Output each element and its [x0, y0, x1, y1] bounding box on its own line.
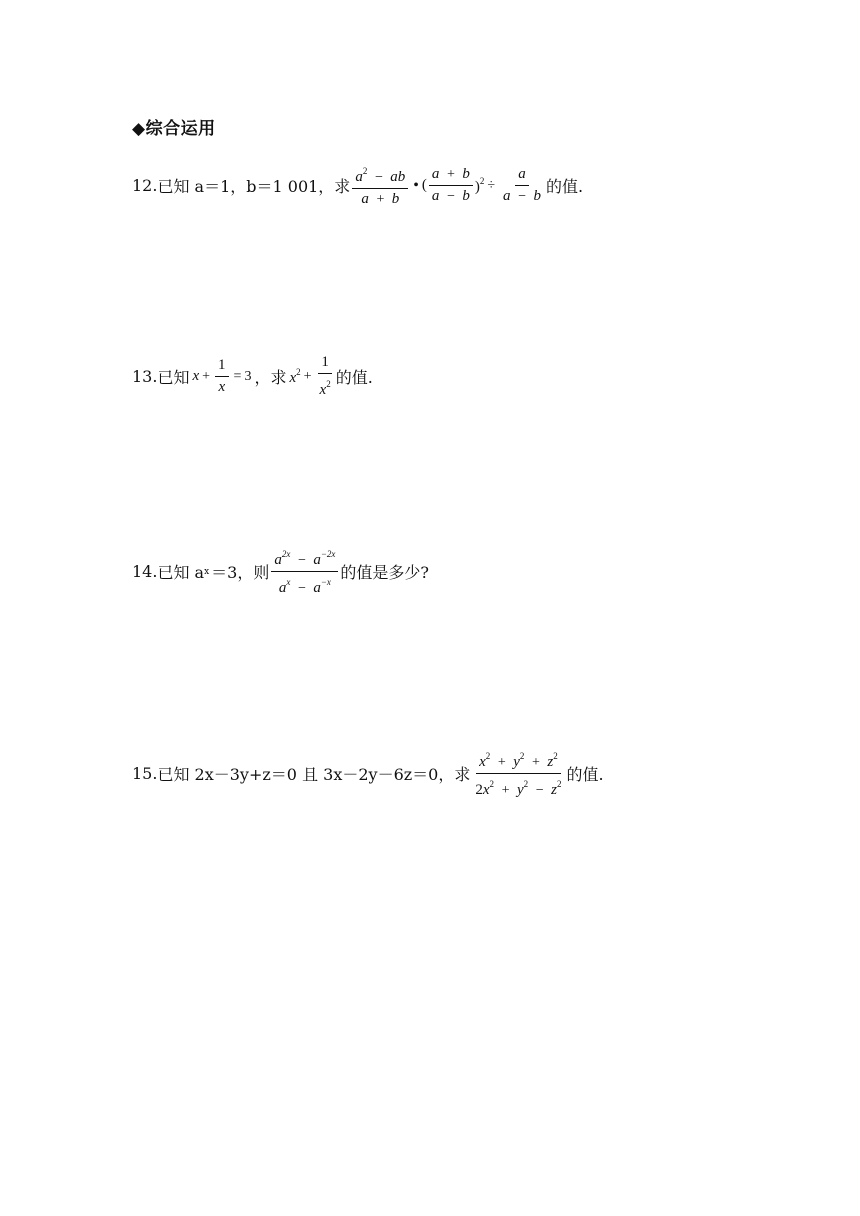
- fraction: $\frac{1}{x}$: [215, 357, 229, 396]
- problem-text: ＝3，则: [211, 563, 270, 582]
- problem-suffix: 的值.: [566, 765, 604, 784]
- problem-suffix: 的值是多少?: [340, 563, 429, 582]
- problem-text: 已知 a＝1，b＝1 001，求: [157, 177, 351, 196]
- problem-number: 12.: [132, 176, 158, 195]
- problem-text: 已知: [157, 368, 190, 387]
- fraction: $\frac{a^{2x} - a^{-2x}}{a^x - a^{-x}}$: [271, 546, 338, 597]
- problem-13: 13. 已知 x + $\frac{1}{x}$ = 3 ，求 $x^2$ + $\frac{1}{x^2}$ 的值.: [132, 354, 373, 398]
- problem-text: 已知 2x－3y+z＝0 且 3x－2y－6z＝0，求: [157, 765, 471, 784]
- fraction: $\frac{a}{a - b}$: [503, 166, 541, 204]
- problem-number: 14.: [132, 562, 158, 581]
- problem-text: ，求: [254, 368, 287, 387]
- problem-number: 13.: [132, 367, 158, 386]
- problem-text: 已知 a: [157, 563, 205, 582]
- problem-14: [132, 546, 429, 597]
- fraction: $\frac{a^2 - ab}{a + b}$: [352, 163, 408, 208]
- problem-suffix: 的值.: [335, 368, 373, 387]
- section-heading: ◆综合运用: [132, 119, 216, 139]
- problem-15: [132, 748, 604, 799]
- fraction: $\frac{x^2 + y^2 + z^2}{2x^2 + y^2 - z^2}$: [472, 748, 564, 799]
- problem-12: 12. 已知 a＝1，b＝1 001，求 $\frac{a^2 - ab}{a + b}$ • ( $\frac{a + b}{a - b}$ )$^2$ ÷ $\frac{a}{a - b}$ 的值.: [132, 163, 583, 208]
- fraction: $\frac{1}{x^2}$: [319, 354, 331, 398]
- problem-suffix: 的值.: [545, 177, 584, 196]
- fraction: $\frac{a + b}{a - b}$: [429, 166, 473, 205]
- problem-number: 15.: [132, 764, 158, 783]
- exponent: x: [204, 566, 210, 577]
